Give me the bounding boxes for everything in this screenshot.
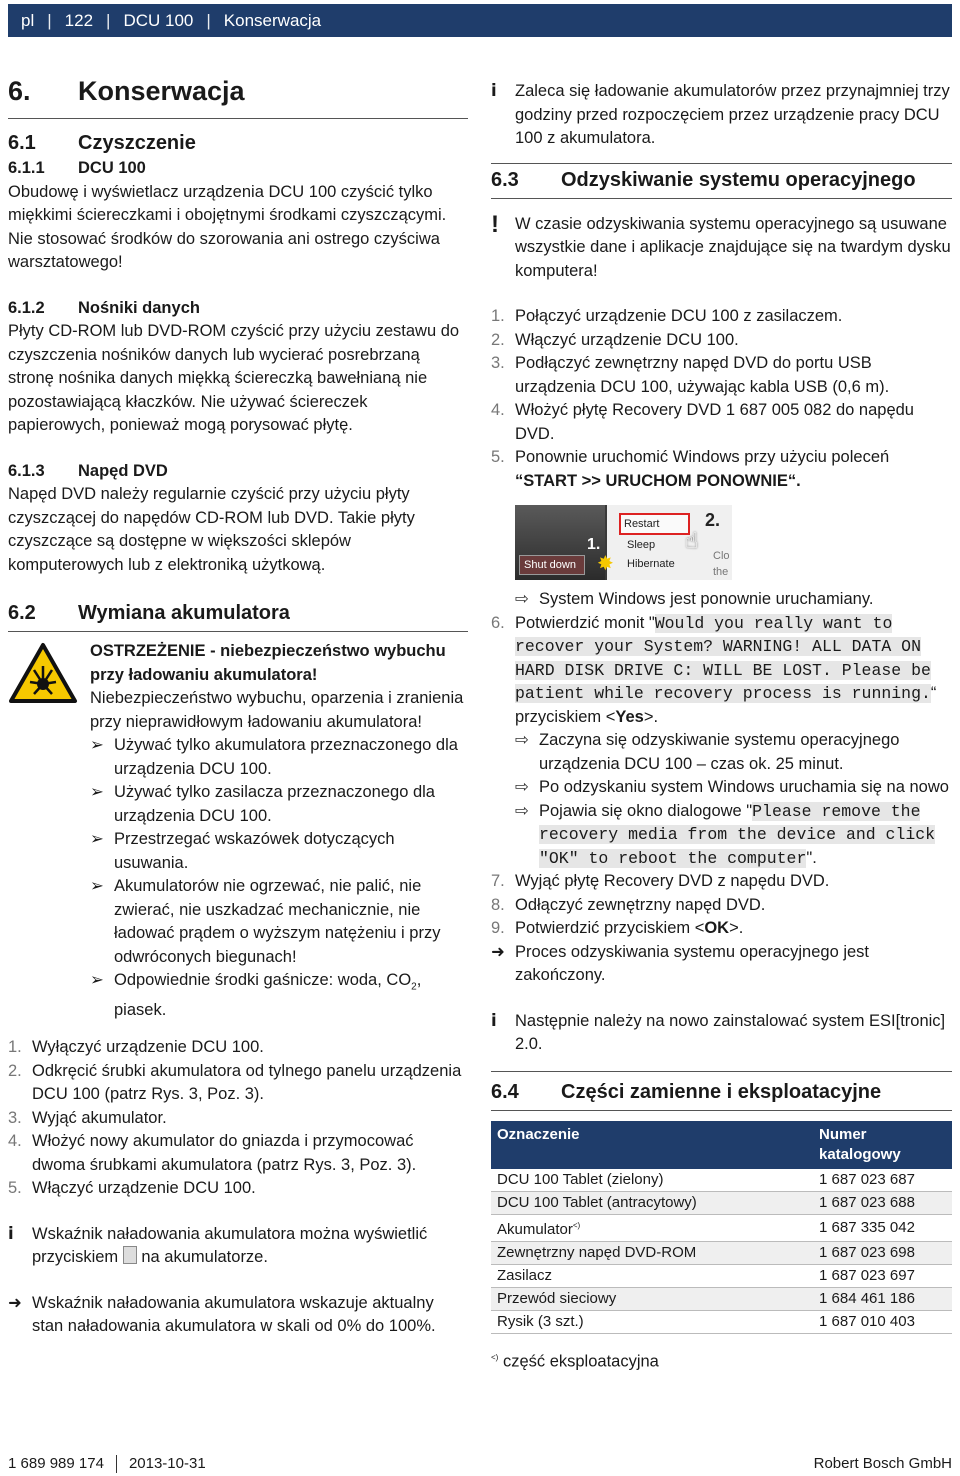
section-6-1-2-heading: 6.1.2 Nośniki danych xyxy=(8,298,200,317)
table-row: Akumulator<) 1 687 335 042 xyxy=(491,1214,952,1241)
list-item: 1. Połączyć urządzenie DCU 100 z zasilaczem. xyxy=(491,307,843,325)
result-item: ⇨ Pojawia się okno dialogowe "Please remove the recovery media from the device and click "OK" to reboot the computer". xyxy=(491,800,952,871)
spare-parts-table xyxy=(491,1121,952,1334)
right-column xyxy=(491,80,952,1374)
table-row: DCU 100 Tablet (antracytowy) 1 687 023 688 xyxy=(491,1191,952,1214)
table-row: Przewód sieciowy 1 684 461 186 xyxy=(491,1287,952,1310)
explosion-warning-icon xyxy=(8,640,90,1022)
result-arrow-icon: ➜ xyxy=(8,1293,22,1312)
table-row: Zewnętrzny napęd DVD-ROM 1 687 023 698 xyxy=(491,1241,952,1264)
section-6-1-3-heading: 6.1.3 Napęd DVD xyxy=(8,461,168,480)
info-note: ⅰ Następnie należy na nowo zainstalować system ESI[tronic] 2.0. xyxy=(491,1010,952,1057)
list-item: 6. Potwierdzić monit "Would you really want to recover your System? WARNING! ALL DATA ON HARD DISK DRIVE C: WILL BE LOST. Please be patient while recovery process is running.“ przyciskiem <Yes>. xyxy=(491,613,937,726)
table-row: Zasilacz 1 687 023 697 xyxy=(491,1264,952,1287)
section-6-heading: 6. Konserwacja xyxy=(8,70,468,119)
warning-bullet: ➢ Używać tylko akumulatora przeznaczonego dla urządzenia DCU 100. xyxy=(90,736,458,778)
footer-doc-number: 1 689 989 174 xyxy=(8,1455,104,1472)
section-6-1-heading: 6.1 Czyszczenie xyxy=(8,132,196,154)
footer-date: 2013-10-31 xyxy=(128,1455,206,1472)
info-icon: ⅰ xyxy=(491,1011,497,1030)
list-item: 2. Włączyć urządzenie DCU 100. xyxy=(491,330,739,349)
cursor-star-icon: ✸ xyxy=(597,553,614,575)
exclamation-icon: ! xyxy=(491,210,499,238)
restart-screenshot: Restart Sleep Hibernate Shut down 1. 2. Clo the ☝ ✸ xyxy=(515,505,732,580)
cursor-hand-icon: ☝ xyxy=(685,528,699,553)
page-footer xyxy=(8,1452,952,1476)
header-product: DCU 100 xyxy=(123,10,194,30)
explosion-warning xyxy=(8,640,468,1022)
list-item: 3. Podłączyć zewnętrzny napęd DVD do portu USB urządzenia DCU 100, używając kabla USB (0,6 m). xyxy=(491,354,890,396)
footer-company: Robert Bosch GmbH xyxy=(813,1455,952,1472)
header-page: 122 xyxy=(64,10,94,30)
warning-text: Niebezpieczeństwo wybuchu, oparzenia i zranienia przy nieprawidłowym ładowaniu akumulatora! xyxy=(90,689,464,731)
result-arrow-icon: ⇨ xyxy=(515,590,529,608)
result-arrow-icon: ⇨ xyxy=(515,731,529,749)
section-6-1-2-text: Płyty CD-ROM lub DVD-ROM czyścić przy użyciu zestawu do czyszczenia nośników danych lub wycierać posrebrzaną stronę nośnika danych miękką ściereczką bawełnianą nie pozostawiającą kłaczków. Nie używać ściereczek papierowych, ponieważ mogą porysować płytę. xyxy=(8,322,460,434)
battery-steps xyxy=(8,1036,468,1201)
caution-note: ! W czasie odzyskiwania systemu operacyjnego są usuwane wszystkie dane i aplikacje znajdujące się na twardym dysku komputera! xyxy=(491,213,952,284)
header-lang: pl xyxy=(21,10,35,30)
result-item: ⇨ System Windows jest ponownie uruchamiany. xyxy=(491,588,952,612)
left-column xyxy=(8,70,468,1339)
info-note-top: ⅰ Zaleca się ładowanie akumulatorów przez przynajmniej trzy godziny przed rozpoczęciem przez urządzenie pracy DCU 100 z akumulatora. xyxy=(491,80,952,151)
section-6-4-heading: 6.4 Części zamienne i eksploatacyjne xyxy=(491,1080,882,1103)
shutdown-button: Shut down xyxy=(519,555,585,575)
info-note: ⅰ Wskaźnik naładowania akumulatora można wyświetlić przyciskiem na akumulatorze. xyxy=(8,1223,468,1270)
footnote: <) część eksploatacyjna xyxy=(491,1352,659,1370)
list-item: 8. Odłączyć zewnętrzny napęd DVD. xyxy=(491,895,766,914)
section-6-1-1-text: Obudowę i wyświetlacz urządzenia DCU 100 czyścić tylko miękkimi ściereczkami i obojętnymi środkami czyszczącymi. Nie stosować środków do szorowania ani ostrego czyściwa warsztatowego! xyxy=(8,182,447,271)
result-arrow-icon: ➜ xyxy=(491,942,505,961)
table-header: Numer katalogowy xyxy=(813,1121,952,1169)
page-header: pl | 122 | DCU 100 | Konserwacja xyxy=(8,4,952,37)
result-arrow-icon: ⇨ xyxy=(515,801,529,820)
list-item: 1. Wyłączyć urządzenie DCU 100. xyxy=(8,1038,264,1057)
table-header: Oznaczenie xyxy=(491,1121,813,1169)
list-item: 2. Odkręcić śrubki akumulatora od tylnego panelu urządzenia DCU 100 (patrz Rys. 3, Poz. 3). xyxy=(8,1061,462,1104)
battery-button-icon xyxy=(123,1246,137,1264)
recovery-steps xyxy=(491,305,952,493)
list-item: 4. Włożyć nowy akumulator do gniazda i przymocować dwoma śrubkami akumulatora (patrz Rys. 3, Poz. 3). xyxy=(8,1132,417,1174)
section-6-1-3-text: Napęd DVD należy regularnie czyścić przy użyciu płyty czyszczącej do napędów CD-ROM lub DVD. Takie płyty czyszczące są dostępne w większości sklepów komputerowych lub z elektroniką użytkową. xyxy=(8,485,415,574)
table-row: DCU 100 Tablet (zielony) 1 687 023 687 xyxy=(491,1169,952,1192)
info-icon: ⅰ xyxy=(491,82,497,100)
warning-bullet: ➢ Odpowiednie środki gaśnicze: woda, $CO_2$, piasek. xyxy=(90,971,422,1019)
restart-menu-item: Restart xyxy=(619,513,690,535)
header-chapter: Konserwacja xyxy=(223,10,322,30)
result-note: ➜ Wskaźnik naładowania akumulatora wskazuje aktualny stan naładowania akumulatora w skali od 0% do 100%. xyxy=(8,1292,468,1339)
warning-bullet: ➢ Używać tylko zasilacza przeznaczonego dla urządzenia DCU 100. xyxy=(90,783,435,825)
result-arrow-icon: ⇨ xyxy=(515,778,529,796)
table-row: Rysik (3 szt.) 1 687 010 403 xyxy=(491,1310,952,1333)
warning-title: OSTRZEŻENIE - niebezpieczeństwo wybuchu przy ładowaniu akumulatora! xyxy=(90,642,446,684)
result-item: ⇨ Zaczyna się odzyskiwanie systemu operacyjnego urządzenia DCU 100 – czas ok. 25 minut. xyxy=(491,729,952,776)
result-note: ➜ Proces odzyskiwania systemu operacyjnego jest zakończony. xyxy=(491,941,952,988)
warning-bullet: ➢ Przestrzegać wskazówek dotyczących usuwania. xyxy=(90,830,395,872)
list-item: 5. Ponownie uruchomić Windows przy użyciu poleceń “START >> URUCHOM PONOWNIE“. xyxy=(491,448,890,490)
list-item: 9. Potwierdzić przyciskiem <OK>. xyxy=(491,919,744,937)
list-item: 4. Włożyć płytę Recovery DVD 1 687 005 082 do napędu DVD. xyxy=(491,401,914,443)
info-icon: ⅰ xyxy=(8,1224,14,1243)
list-item: 3. Wyjąć akumulator. xyxy=(8,1108,167,1127)
result-item: ⇨ Po odzyskaniu system Windows uruchamia się na nowo xyxy=(491,776,952,800)
list-item: 7. Wyjąć płytę Recovery DVD z napędu DVD. xyxy=(491,872,830,890)
warning-bullet: ➢ Akumulatorów nie ogrzewać, nie palić, nie zwierać, nie uszkadzać mechanicznie, nie ładować prądem o wyższym natężeniu i przy odwróconych biegunach! xyxy=(90,877,441,966)
section-6-1-1-heading: 6.1.1 DCU 100 xyxy=(8,159,146,177)
section-6-2-heading: 6.2 Wymiana akumulatora xyxy=(8,602,290,624)
list-item: 5. Włączyć urządzenie DCU 100. xyxy=(8,1179,256,1198)
section-6-3-heading: 6.3 Odzyskiwanie systemu operacyjnego xyxy=(491,168,916,191)
